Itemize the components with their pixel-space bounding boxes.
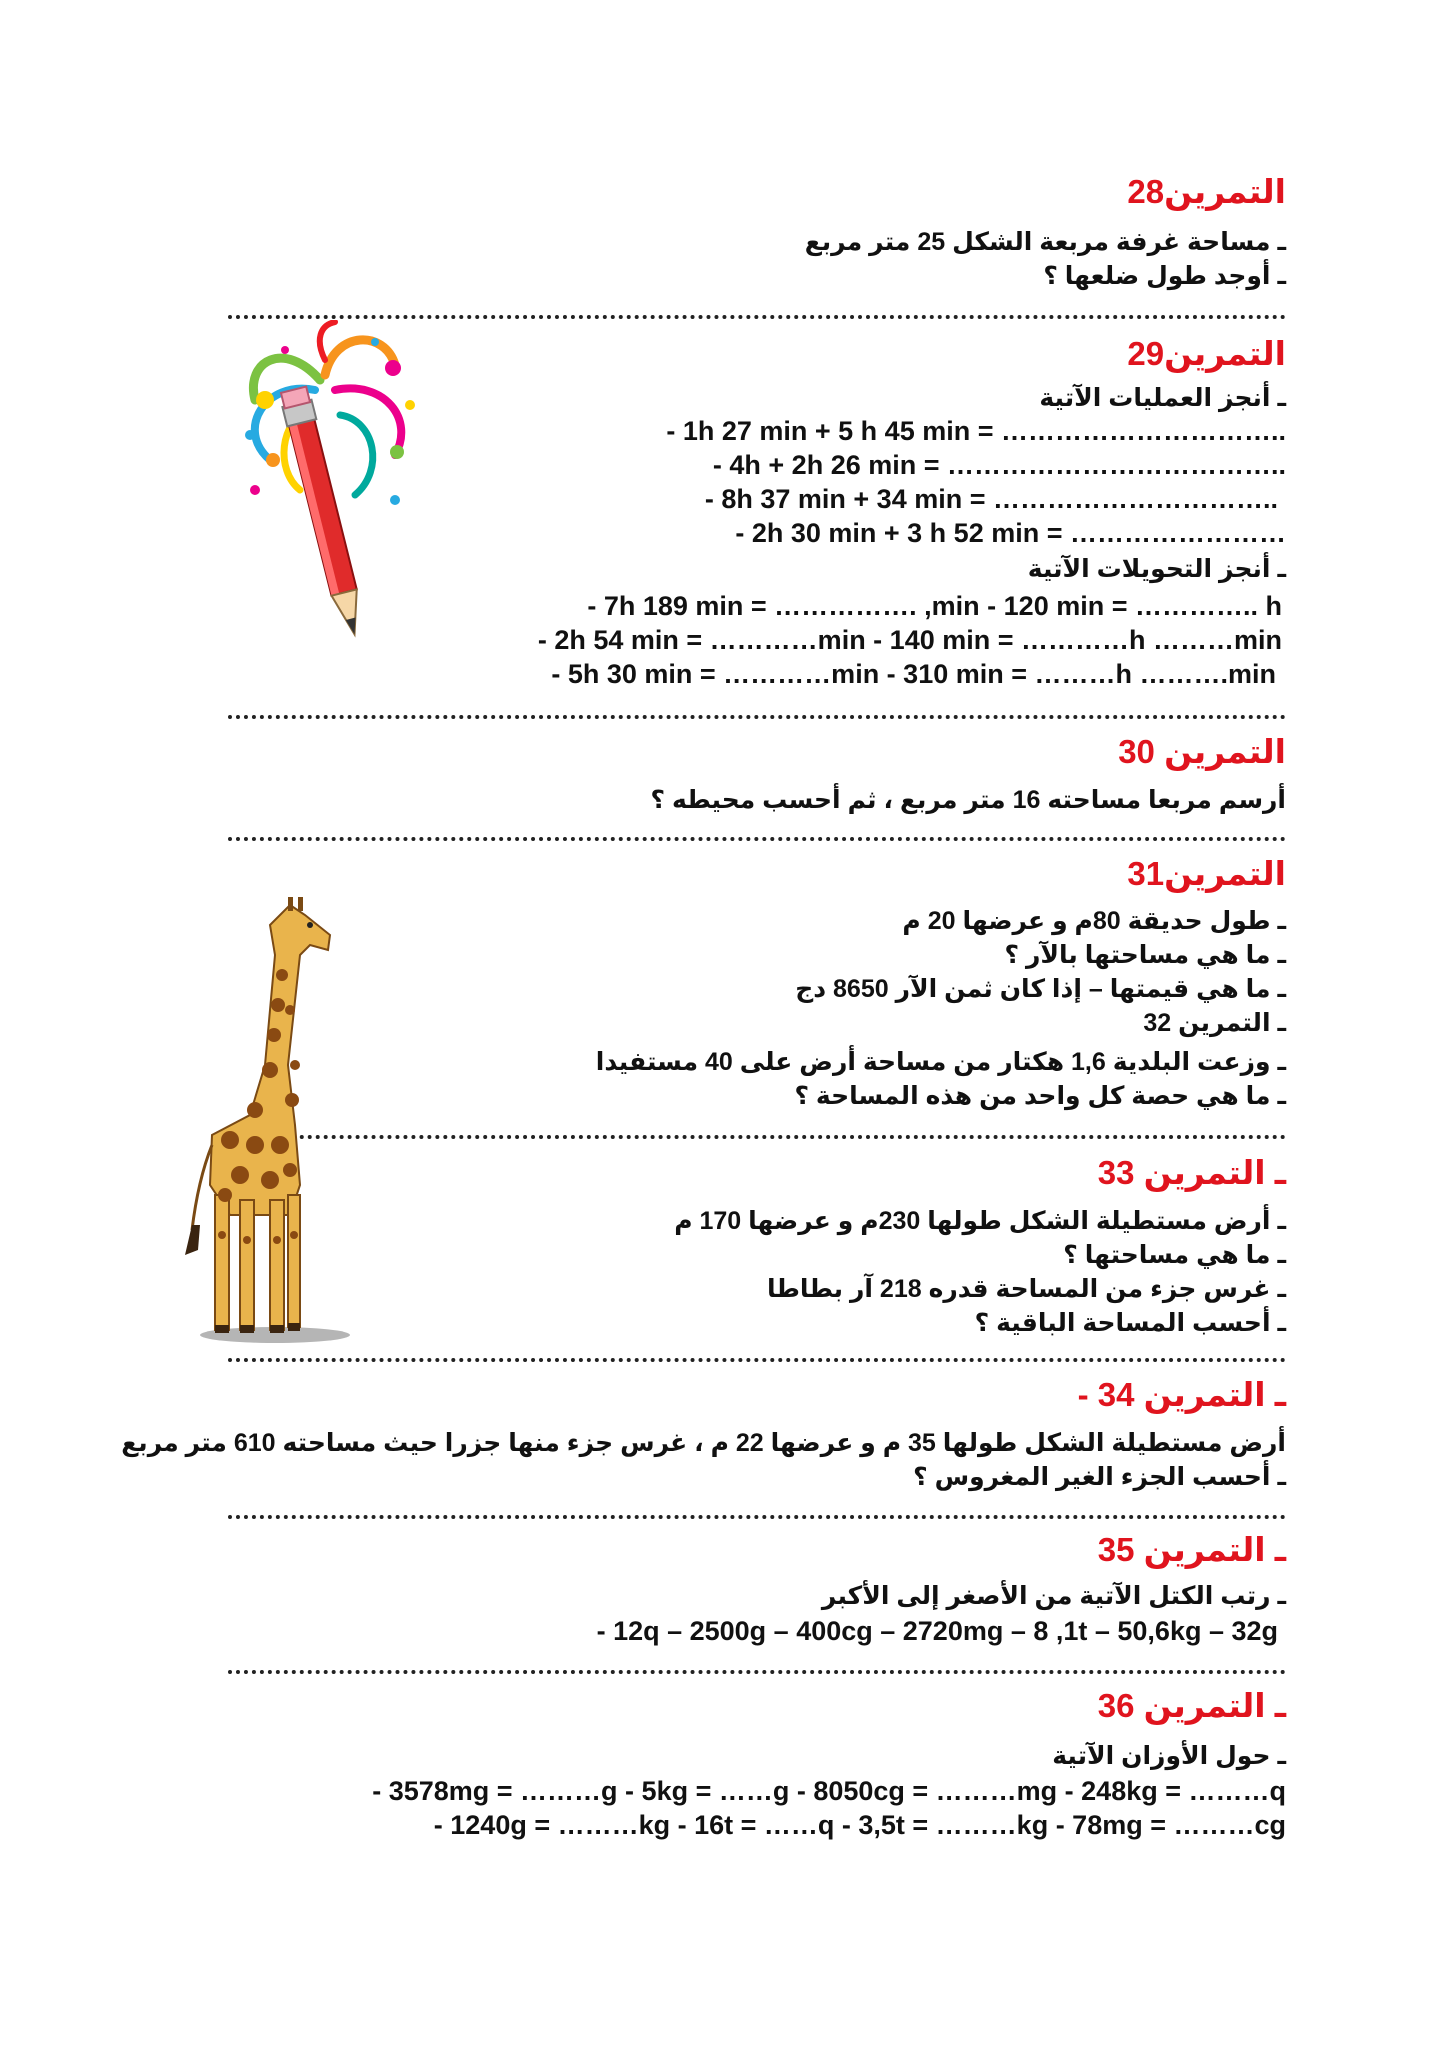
ex36-title: ـ التمرين 36: [1097, 1687, 1286, 1724]
ex31-line-2: ـ ما هي مساحتها بالآر ؟: [1004, 941, 1286, 969]
separator: [228, 1135, 1286, 1139]
ex36-instruction: ـ حول الأوزان الآتية: [1052, 1742, 1286, 1770]
ex33-line-2: ـ ما هي مساحتها ؟: [1063, 1241, 1286, 1269]
separator: [228, 715, 1286, 719]
ex28-title: التمرين28: [1127, 173, 1286, 210]
ex30-title: التمرين 30: [1118, 733, 1286, 770]
ex36-conv-2: - 1240g = ………kg - 16t = ……q - 3,5t = ………kg - 78mg = ………cg: [433, 1810, 1286, 1840]
ex31-title: التمرين31: [1127, 855, 1286, 892]
ex29-instruction-2: ـ أنجز التحويلات الآتية: [1027, 555, 1286, 583]
ex33-line-3: ـ غرس جزء من المساحة قدره 218 آر بطاطا: [767, 1275, 1286, 1303]
ex36-conv-1: - 3578mg = ………g - 5kg = ……g - 8050cg = ………mg - 248kg = ………q: [372, 1776, 1286, 1806]
ex32-line-1: ـ وزعت البلدية 1,6 هكتار من مساحة أرض على 40 مستفيدا: [595, 1048, 1286, 1076]
ex29-conv-2: - 2h 54 min = …………min - 140 min = …………h ………min: [537, 625, 1282, 655]
ex34-line-1: أرض مستطيلة الشكل طولها 35 م و عرضها 22 م ، غرس جزء منها جزرا حيث مساحته 610 متر مربع: [121, 1429, 1286, 1457]
ex34-line-2: ـ أحسب الجزء الغير المغروس ؟: [913, 1463, 1286, 1491]
ex32-title: ـ التمرين 32: [1143, 1009, 1286, 1037]
separator: [228, 1358, 1286, 1362]
ex29-conv-1: - 7h 189 min = ……………. ,min - 120 min = ………….. h: [587, 591, 1282, 621]
ex35-masses: - 12q – 2500g – 400cg – 2720mg – 8 ,1t – 50,6kg – 32g: [596, 1616, 1278, 1646]
ex35-title: ـ التمرين 35: [1097, 1531, 1286, 1568]
ex32-line-2: ـ ما هي حصة كل واحد من هذه المساحة ؟: [794, 1082, 1286, 1110]
ex29-conv-3: - 5h 30 min = …………min - 310 min = ………h ……….min: [551, 659, 1276, 689]
ex29-op-1: - 1h 27 min + 5 h 45 min = …………………………..: [666, 416, 1286, 446]
ex33-title: ـ التمرين 33: [1097, 1154, 1286, 1191]
ex28-line-2: ـ أوجد طول ضلعها ؟: [1043, 262, 1286, 290]
ex34-title: ـ التمرين 34 -: [1077, 1376, 1286, 1413]
ex29-op-4: - 2h 30 min + 3 h 52 min = ……………………: [735, 518, 1286, 548]
ex33-line-1: ـ أرض مستطيلة الشكل طولها 230م و عرضها 170 م: [674, 1207, 1286, 1235]
ex33-line-4: ـ أحسب المساحة الباقية ؟: [974, 1309, 1286, 1337]
separator: [228, 837, 1286, 841]
ex29-instruction-1: ـ أنجز العمليات الآتية: [1039, 384, 1286, 412]
giraffe-illustration: [170, 895, 360, 1345]
separator: [228, 1670, 1286, 1674]
ex28-line-1: ـ مساحة غرفة مربعة الشكل 25 متر مربع: [804, 228, 1286, 256]
ex30-line-1: أرسم مربعا مساحته 16 متر مربع ، ثم أحسب محيطه ؟: [650, 786, 1286, 814]
pencil-swirl-illustration: [225, 320, 425, 655]
separator: [228, 315, 1286, 319]
ex31-line-1: ـ طول حديقة 80م و عرضها 20 م: [902, 907, 1286, 935]
ex31-line-3: ـ ما هي قيمتها – إذا كان ثمن الآر 8650 دج: [795, 975, 1286, 1003]
ex35-instruction: ـ رتب الكتل الآتية من الأصغر إلى الأكبر: [821, 1582, 1286, 1610]
separator: [228, 1515, 1286, 1519]
ex29-title: التمرين29: [1127, 335, 1286, 372]
ex29-op-3: - 8h 37 min + 34 min = …………………………..: [704, 484, 1278, 514]
ex29-op-2: - 4h + 2h 26 min = ………………………………..: [712, 450, 1286, 480]
